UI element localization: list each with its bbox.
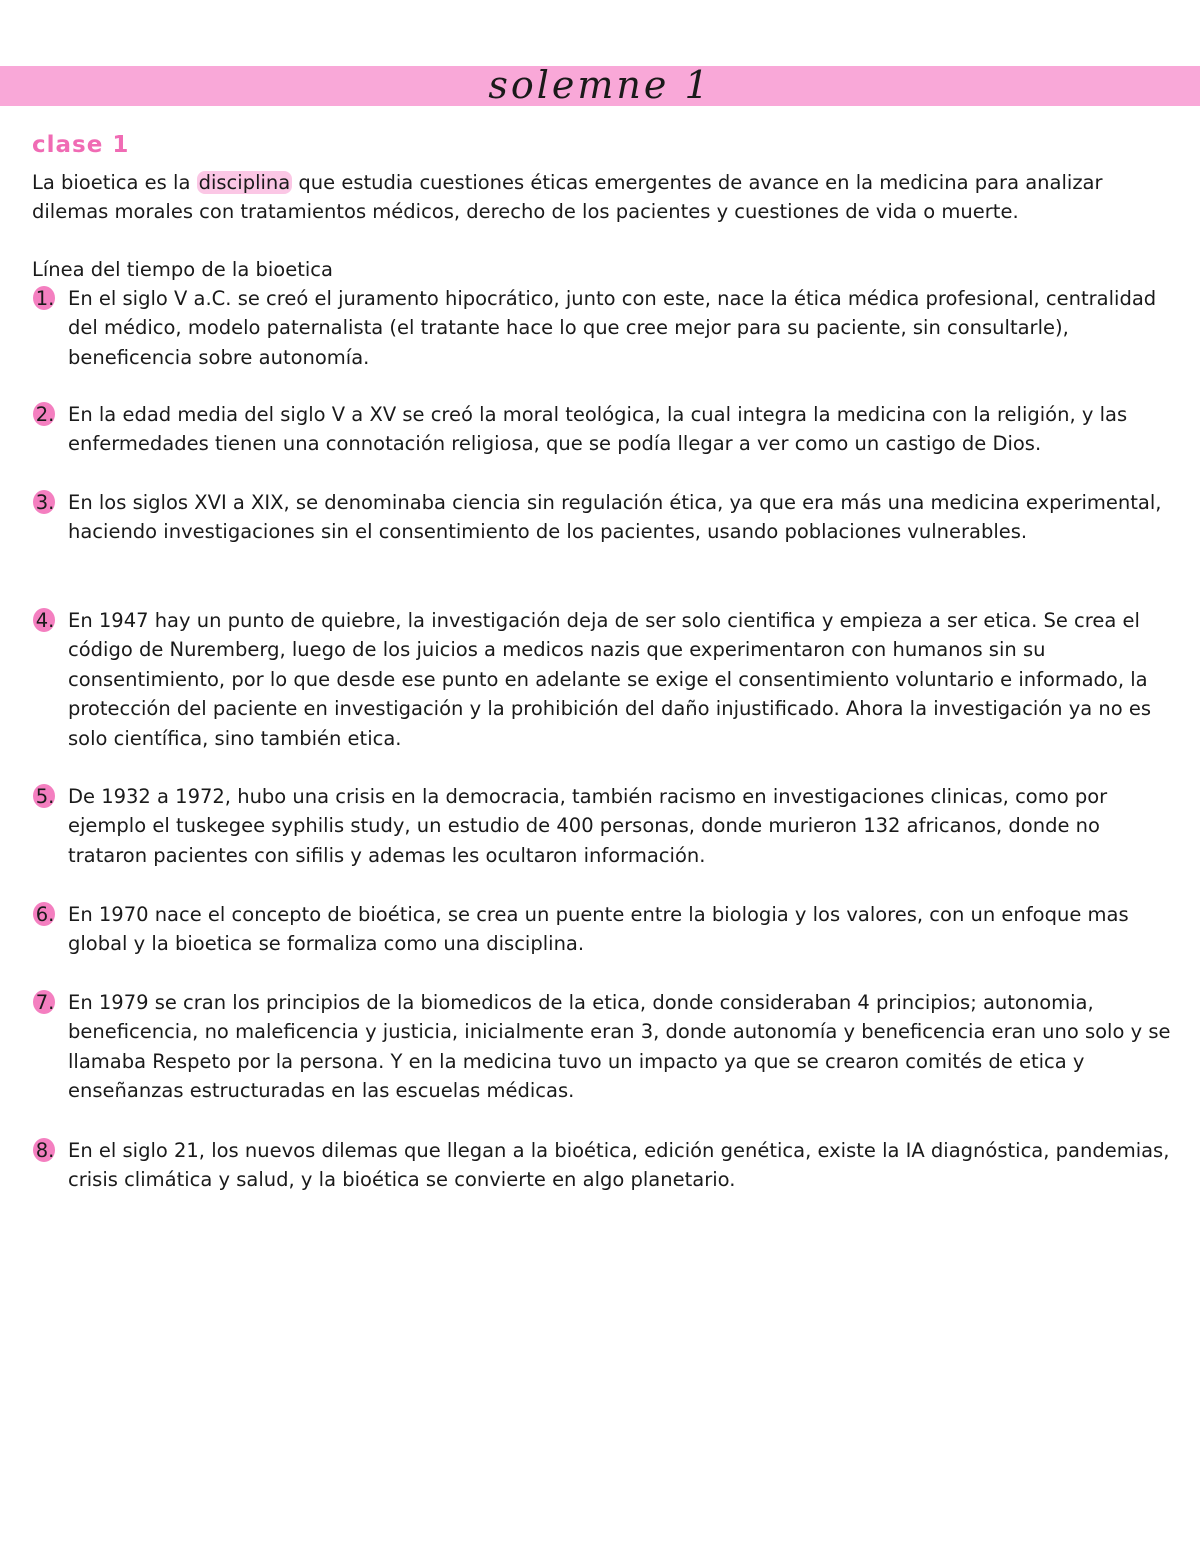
- item-text: En los siglos XVI a XIX, se denominaba ciencia sin regulación ética, ya que era más una medicina experimental, haciendo investigaciones sin el consentimiento de los pacientes, usando poblaciones vulnerables.: [68, 491, 1162, 544]
- timeline-item: [32, 900, 1172, 959]
- item-text: En 1979 se cran los principios de la biomedicos de la etica, donde consideraban 4 principios; autonomia, beneficencia, no maleficencia y justicia, inicialmente eran 3, donde autonomía y beneficencia eran uno solo y se llamaba Respeto por la persona. Y en la medicina tuvo un impacto ya que se crearon comités de etica y enseñanzas estructuradas en las escuelas médicas.: [68, 991, 1171, 1103]
- timeline-item: [32, 400, 1172, 459]
- timeline-item: [32, 606, 1172, 753]
- item-number: 1.: [35, 287, 55, 310]
- intro-paragraph: [32, 168, 1172, 226]
- item-number-marker: [32, 988, 58, 1016]
- timeline-item: [32, 1136, 1172, 1195]
- item-number-marker: [32, 782, 58, 810]
- item-number-marker: [32, 400, 58, 428]
- item-text: De 1932 a 1972, hubo una crisis en la democracia, también racismo en investigaciones clinicas, como por ejemplo el tuskegee syphilis study, un estudio de 400 personas, donde murieron 132 africanos, donde no trataron pacientes con sifilis y ademas les ocultaron información.: [68, 785, 1108, 867]
- section-title: clase 1: [32, 132, 130, 158]
- intro-highlight: disciplina: [198, 171, 291, 194]
- item-number: 8.: [35, 1139, 55, 1162]
- timeline-item: [32, 988, 1172, 1106]
- timeline-item: [32, 284, 1172, 372]
- timeline-heading: [32, 255, 333, 284]
- item-number: 5.: [35, 785, 55, 808]
- item-number-marker: [32, 900, 58, 928]
- timeline-item: [32, 782, 1172, 870]
- item-text: En el siglo V a.C. se creó el juramento hipocrático, junto con este, nace la ética médica profesional, centralidad del médico, modelo paternalista (el tratante hace lo que cree mejor para su paciente, sin consultarle), beneficencia sobre autonomía.: [68, 287, 1157, 369]
- item-number: 2.: [35, 403, 55, 426]
- item-text: En la edad media del siglo V a XV se creó la moral teológica, la cual integra la medicina con la religión, y las enfermedades tienen una connotación religiosa, que se podía llegar a ver como un castigo de Dios.: [68, 403, 1128, 456]
- item-number-marker: [32, 606, 58, 634]
- intro-text-before: La bioetica es la: [32, 171, 197, 194]
- item-number-marker: [32, 488, 58, 516]
- item-number-marker: [32, 284, 58, 312]
- item-number: 7.: [35, 991, 55, 1014]
- item-text: En el siglo 21, los nuevos dilemas que llegan a la bioética, edición genética, existe la IA diagnóstica, pandemias, crisis climática y salud, y la bioética se convierte en algo planetario.: [68, 1139, 1170, 1192]
- page-title: solemne 1: [488, 63, 712, 107]
- intro-text-after: que estudia cuestiones éticas emergentes de avance en la medicina para analizar dilemas morales con tratamientos médicos, derecho de los pacientes y cuestiones de vida o muerte.: [32, 171, 1103, 223]
- item-number: 3.: [35, 491, 55, 514]
- item-number: 6.: [35, 903, 55, 926]
- item-number-marker: [32, 1136, 58, 1164]
- timeline-heading-text: Línea del tiempo de la bioetica: [32, 258, 333, 281]
- item-text: En 1947 hay un punto de quiebre, la investigación deja de ser solo cientifica y empieza a ser etica. Se crea el código de Nuremberg, luego de los juicios a medicos nazis que experimentaron con humanos sin su consentimiento, por lo que desde ese punto en adelante se exige el consentimiento voluntario e informado, la protección del paciente en investigación y la prohibición del daño injustificado. Ahora la investigación ya no es solo científica, sino también etica.: [68, 609, 1152, 750]
- item-text: En 1970 nace el concepto de bioética, se crea un puente entre la biologia y los valores, con un enfoque mas global y la bioetica se formaliza como una disciplina.: [68, 903, 1129, 956]
- item-number: 4.: [35, 609, 55, 632]
- timeline-item: [32, 488, 1172, 547]
